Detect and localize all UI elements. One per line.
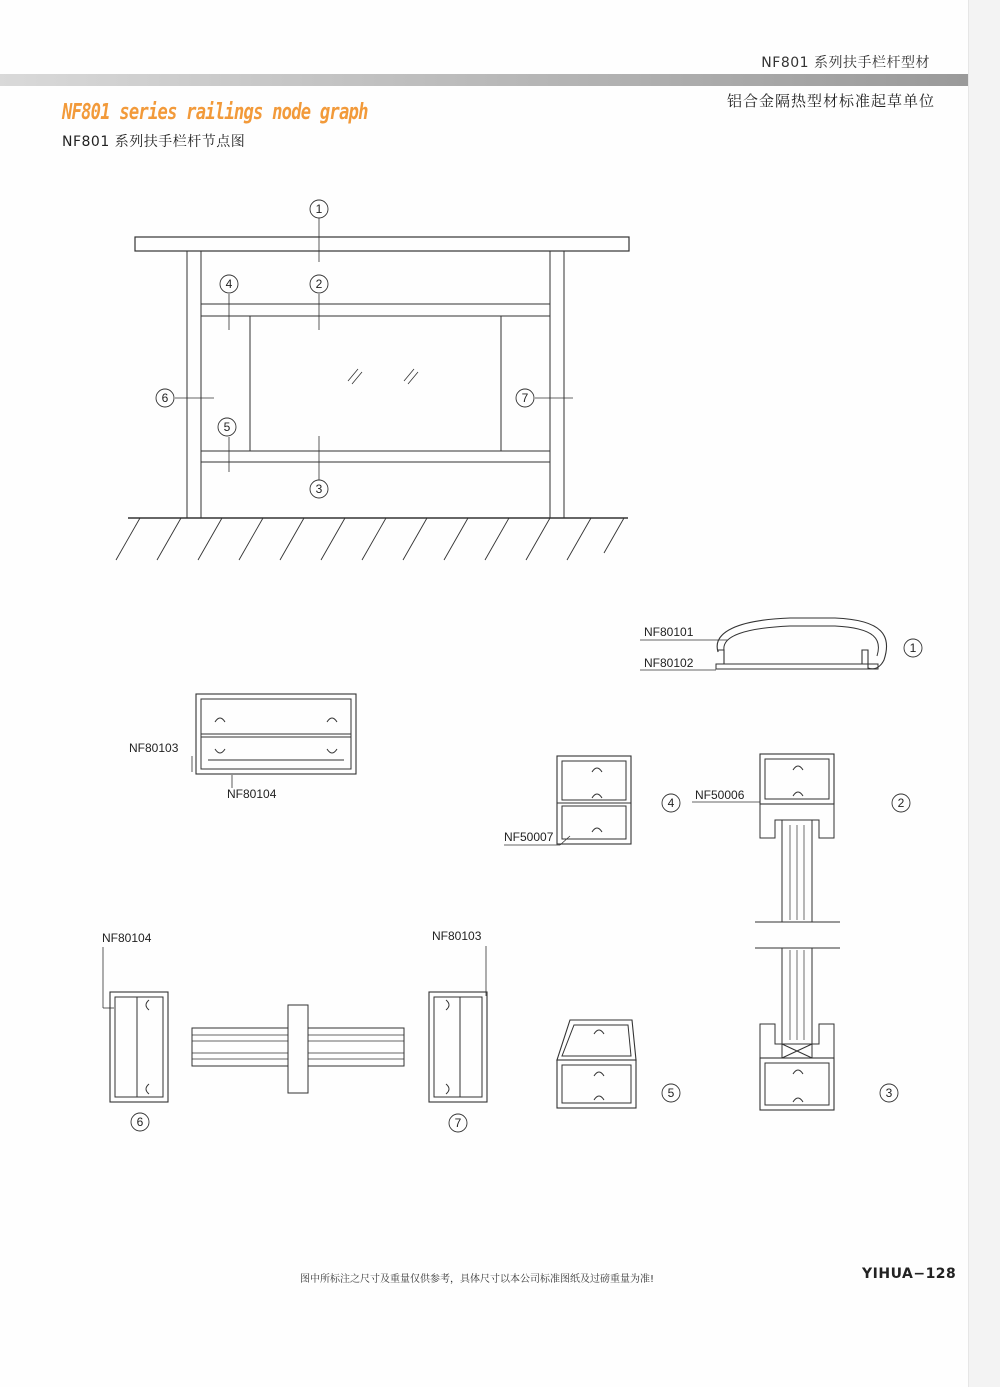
profile-label-nf80104: NF80104 — [227, 787, 277, 801]
detail-2-3-section — [692, 754, 840, 1110]
footer-note: 图中所标注之尺寸及重量仅供参考，具体尺寸以本公司标准图纸及过磅重量为准! — [300, 1274, 655, 1285]
profile-label-nf80104-lower: NF80104 — [102, 931, 152, 945]
detail-callout-6: 6 — [136, 1115, 144, 1129]
organization-label: 铝合金隔热型材标准起草单位 — [726, 92, 935, 110]
callout-4: 4 — [225, 277, 233, 291]
profile-label-nf80101: NF80101 — [644, 625, 694, 639]
detail-rail-section — [192, 694, 356, 788]
title-english: NF801 series railings node graph — [62, 100, 368, 125]
profile-label-nf80103: NF80103 — [129, 741, 179, 755]
detail-5-section — [557, 1020, 636, 1108]
callout-5: 5 — [223, 420, 231, 434]
leader-lines — [175, 218, 573, 480]
railing-elevation — [116, 218, 629, 560]
page-number: YIHUA−128 — [862, 1266, 957, 1282]
detail-callout-7: 7 — [454, 1116, 462, 1130]
ground-hatch — [116, 518, 624, 560]
callout-1: 1 — [315, 202, 323, 216]
detail-callout-3: 3 — [885, 1086, 893, 1100]
profile-label-nf50006: NF50006 — [695, 788, 745, 802]
profile-label-nf80102: NF80102 — [644, 656, 694, 670]
profile-label-nf50007: NF50007 — [504, 830, 554, 844]
glass-hatch — [348, 369, 418, 384]
detail-callout-4: 4 — [667, 796, 675, 810]
detail-callout-5: 5 — [667, 1086, 675, 1100]
detail-callout-2: 2 — [897, 796, 905, 810]
callout-3: 3 — [315, 482, 323, 496]
callout-7: 7 — [521, 391, 529, 405]
callout-2: 2 — [315, 277, 323, 291]
detail-6-7-section — [103, 946, 487, 1102]
series-title: NF801 系列扶手栏杆型材 — [761, 55, 930, 71]
detail-callout-1: 1 — [909, 641, 917, 655]
title-chinese: NF801 系列扶手栏杆节点图 — [62, 134, 246, 150]
profile-label-nf80103-lower: NF80103 — [432, 929, 482, 943]
callout-6: 6 — [161, 391, 169, 405]
